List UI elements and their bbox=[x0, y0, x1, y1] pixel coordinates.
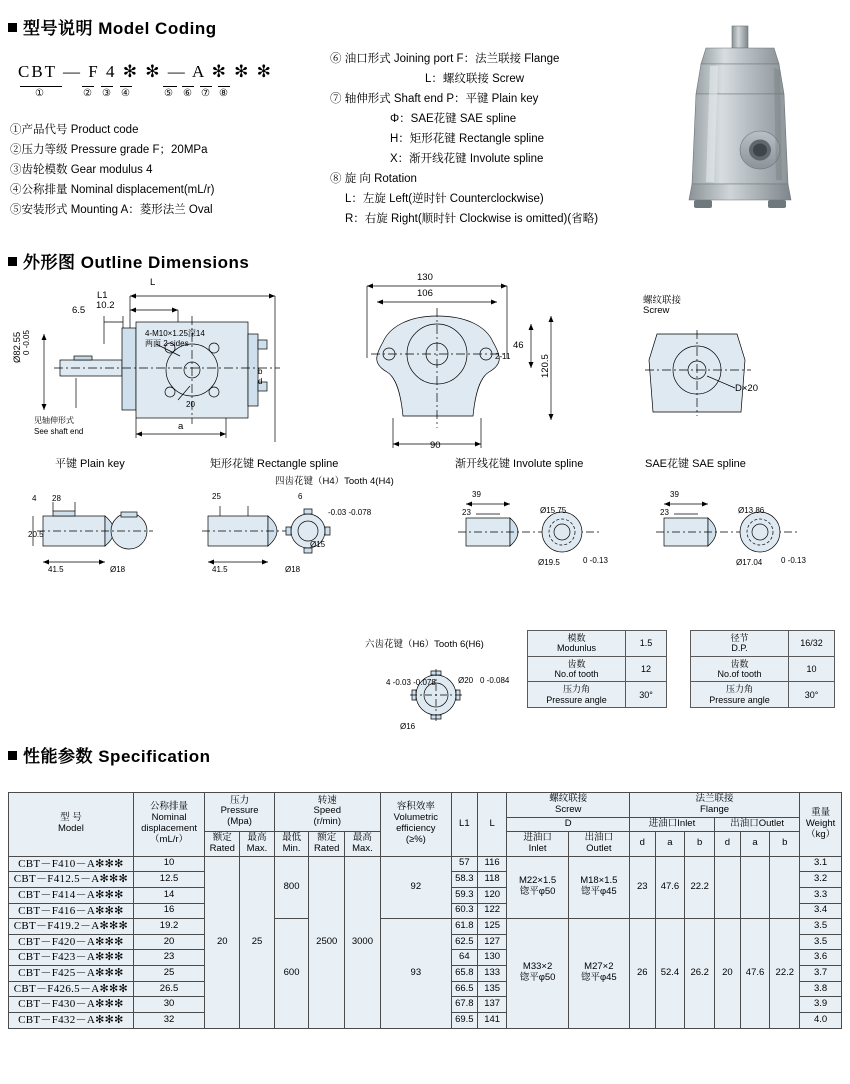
th-max-speed: 最高 Max. bbox=[345, 831, 381, 856]
screw-label-cn: 螺纹联接 bbox=[643, 295, 682, 306]
th-inlet-b: b bbox=[685, 831, 715, 856]
th-flange-inlet: 进油口Inlet bbox=[629, 817, 714, 831]
th-L1: L1 bbox=[451, 793, 477, 857]
cell-speed-max: 3000 bbox=[345, 856, 381, 1028]
cell-displacement: 32 bbox=[133, 1013, 205, 1029]
cell-weight: 3.3 bbox=[800, 887, 842, 903]
cell-screw-outlet-bottom: M27×2 锪平φ45 bbox=[568, 919, 629, 1028]
cell-L1: 57 bbox=[451, 856, 477, 872]
dim-a: a bbox=[178, 421, 184, 432]
code-index-5: ⑤ bbox=[164, 88, 173, 99]
dim-90: 90 bbox=[430, 440, 441, 451]
th-pressure: 压力 Pressure (Mpa) bbox=[205, 793, 274, 832]
bullet-square-icon bbox=[8, 23, 17, 32]
code-underbar bbox=[163, 86, 177, 87]
cell-L: 116 bbox=[477, 856, 507, 872]
cell-L: 122 bbox=[477, 903, 507, 919]
th-rated-speed: 额定 Rated bbox=[309, 831, 345, 856]
bolt-spec: 4-M10×1.25深14 bbox=[145, 329, 205, 338]
cell-outlet-b: 22.2 bbox=[770, 919, 800, 1028]
cell-displacement: 14 bbox=[133, 887, 205, 903]
table-row bbox=[9, 856, 842, 872]
code-underbar bbox=[101, 86, 113, 87]
code-desc-2: ②压力等级 Pressure grade F；20MPa bbox=[10, 144, 208, 156]
cell-L1: 61.8 bbox=[451, 919, 477, 935]
cell-L1: 64 bbox=[451, 950, 477, 966]
code-underbar bbox=[82, 86, 94, 87]
cell-weight: 3.5 bbox=[800, 919, 842, 935]
th-screw-inlet: 进油口 Inlet bbox=[507, 831, 568, 856]
cell-model: CBT－F423－A✻✻✻ bbox=[9, 950, 134, 966]
cell-pressure-rated: 20 bbox=[205, 856, 240, 1028]
cell-inlet-a-top: 47.6 bbox=[655, 856, 685, 919]
th-model: 型 号 Model bbox=[9, 793, 134, 857]
dim-106: 106 bbox=[417, 288, 433, 299]
dp-table bbox=[690, 630, 835, 708]
code-index-6: ⑥ bbox=[183, 88, 192, 99]
code-desc-4: ④公称排量 Nominal displacement(mL/r) bbox=[10, 184, 215, 196]
code-index-3: ③ bbox=[102, 88, 111, 99]
cell-weight: 3.6 bbox=[800, 950, 842, 966]
cell-L1: 59.3 bbox=[451, 887, 477, 903]
shaft-title-plain: 平键 Plain key bbox=[55, 458, 125, 470]
th-inlet-a: a bbox=[655, 831, 685, 856]
inv-dim-d2: Ø19.5 bbox=[538, 558, 560, 567]
pressure-angle-label: 压力角 Pressure angle bbox=[691, 682, 789, 708]
cell-weight: 3.1 bbox=[800, 856, 842, 872]
th-displacement: 公称排量 Nominal displacement （mL/r） bbox=[133, 793, 205, 857]
rect-dim-dia15: Ø15 bbox=[310, 540, 326, 549]
cell-displacement: 19.2 bbox=[133, 919, 205, 935]
code-underbar bbox=[120, 86, 132, 87]
code-desc-7b: Φ：SAE花键 SAE spline bbox=[390, 113, 517, 125]
sae-dim-d2-tol: 0 -0.13 bbox=[781, 556, 806, 565]
cell-weight: 3.9 bbox=[800, 997, 842, 1013]
cell-speed-min-bottom: 600 bbox=[274, 919, 309, 1028]
dim-2-11: 2-11 bbox=[495, 352, 511, 361]
cell-inlet-b-top: 22.2 bbox=[685, 856, 715, 919]
sae-spline-detail bbox=[638, 488, 818, 583]
cell-inlet-d-bottom: 26 bbox=[629, 919, 655, 1028]
table-header-row bbox=[9, 793, 842, 818]
modulus-label: 模数 Modunlus bbox=[528, 631, 626, 657]
table-row bbox=[9, 919, 842, 935]
th-min-speed: 最低 Min. bbox=[274, 831, 309, 856]
cell-pressure-max: 25 bbox=[240, 856, 275, 1028]
cell-model: CBT－F419.2－A✻✻✻ bbox=[9, 919, 134, 935]
modulus-value: 1.5 bbox=[626, 631, 667, 657]
code-underbar bbox=[20, 86, 62, 87]
th-max-pressure: 最高 Max. bbox=[240, 831, 275, 856]
dim-46: 46 bbox=[513, 340, 524, 351]
dim-6-5: 6.5 bbox=[72, 305, 86, 316]
cell-displacement: 26.5 bbox=[133, 981, 205, 997]
th-flange-connection: 法兰联接 Flange bbox=[629, 793, 799, 818]
cell-L1: 60.3 bbox=[451, 903, 477, 919]
bullet-square-icon bbox=[8, 257, 17, 266]
bullet-square-icon bbox=[8, 751, 17, 760]
code-desc-8b: L：左旋 Left(逆时针 Counterclockwise) bbox=[345, 193, 544, 205]
code-index-7: ⑦ bbox=[201, 88, 210, 99]
cell-displacement: 23 bbox=[133, 950, 205, 966]
cell-weight: 4.0 bbox=[800, 1013, 842, 1029]
cell-L1: 58.3 bbox=[451, 872, 477, 888]
code-index-2: ② bbox=[83, 88, 92, 99]
cell-displacement: 16 bbox=[133, 903, 205, 919]
pressure-angle-value: 30° bbox=[789, 682, 835, 708]
table-row bbox=[691, 631, 835, 657]
code-underbar bbox=[200, 86, 212, 87]
cell-model: CBT－F414－A✻✻✻ bbox=[9, 887, 134, 903]
dim-L1: L1 bbox=[97, 290, 108, 301]
cell-model: CBT－F420－A✻✻✻ bbox=[9, 934, 134, 950]
cell-screw-inlet-top: M22×1.5 锪平φ50 bbox=[507, 856, 568, 919]
cell-displacement: 30 bbox=[133, 997, 205, 1013]
code-desc-1: ①产品代号 Product code bbox=[10, 124, 139, 136]
th-screw-connection: 螺纹联接 Screw bbox=[507, 793, 630, 818]
shaft-title-involute: 渐开线花键 Involute spline bbox=[455, 458, 584, 470]
screw-label-en: Screw bbox=[643, 305, 670, 316]
rect-dim-dia18: Ø18 bbox=[285, 565, 301, 574]
cell-L: 135 bbox=[477, 981, 507, 997]
tooth6-d2: Ø16 bbox=[400, 722, 416, 731]
cell-outlet-b-empty bbox=[770, 856, 800, 919]
code-desc-7: ⑦ 轴伸形式 Shaft end P：平键 Plain key bbox=[330, 93, 539, 105]
tooth6-d1: Ø20 bbox=[458, 676, 474, 685]
code-underbar bbox=[218, 86, 230, 87]
sae-dim-d1: Ø13.86 bbox=[738, 506, 765, 515]
pressure-angle-label: 压力角 Pressure angle bbox=[528, 682, 626, 708]
cell-model: CBT－F430－A✻✻✻ bbox=[9, 997, 134, 1013]
th-flange-outlet: 出油口Outlet bbox=[715, 817, 800, 831]
cell-vol-top: 92 bbox=[380, 856, 451, 919]
cell-L: 133 bbox=[477, 966, 507, 982]
th-outlet-d: d bbox=[715, 831, 741, 856]
code-desc-7c: H：矩形花键 Rectangle spline bbox=[390, 133, 545, 145]
rect-dim-41-5: 41.5 bbox=[212, 565, 228, 574]
cell-outlet-d-empty bbox=[715, 856, 741, 919]
inv-dim-d2-tol: 0 -0.13 bbox=[583, 556, 608, 565]
cell-model: CBT－F412.5－A✻✻✻ bbox=[9, 872, 134, 888]
screw-D-label: D×20 bbox=[735, 383, 758, 394]
front-view-drawing bbox=[345, 268, 605, 463]
cell-outlet-d: 20 bbox=[715, 919, 741, 1028]
tooth6-detail bbox=[380, 655, 500, 735]
sae-dim-d2: Ø17.04 bbox=[736, 558, 763, 567]
table-row bbox=[691, 682, 835, 708]
cell-L: 127 bbox=[477, 934, 507, 950]
cell-outlet-a-empty bbox=[740, 856, 770, 919]
code-index-1: ① bbox=[35, 88, 44, 99]
th-weight: 重量 Weight （kg） bbox=[800, 793, 842, 857]
cell-L1: 65.8 bbox=[451, 966, 477, 982]
cell-model: CBT－F410－A✻✻✻ bbox=[9, 856, 134, 872]
cell-L: 125 bbox=[477, 919, 507, 935]
code-index-4: ④ bbox=[121, 88, 130, 99]
tooth-count-label: 齿数 No.of tooth bbox=[528, 656, 626, 682]
cell-vol-bottom: 93 bbox=[380, 919, 451, 1028]
cell-outlet-a: 47.6 bbox=[740, 919, 770, 1028]
screw-connection-drawing bbox=[615, 320, 795, 430]
cell-inlet-b-bottom: 26.2 bbox=[685, 919, 715, 1028]
modulus-table bbox=[527, 630, 667, 708]
th-rated: 额定 Rated bbox=[205, 831, 240, 856]
cell-weight: 3.7 bbox=[800, 966, 842, 982]
involute-spline-detail bbox=[440, 488, 620, 583]
shaft-title-rect: 矩形花键 Rectangle spline bbox=[210, 458, 339, 470]
th-L: L bbox=[477, 793, 507, 857]
sae-dim-23: 23 bbox=[660, 508, 669, 517]
cell-screw-outlet-top: M18×1.5 锪平φ45 bbox=[568, 856, 629, 919]
cell-model: CBT－F416－A✻✻✻ bbox=[9, 903, 134, 919]
section-header-outline: 外形图 Outline Dimensions bbox=[8, 248, 249, 273]
code-desc-8c: R：右旋 Right(顺时针 Clockwise is omitted)(省略) bbox=[345, 213, 599, 225]
cell-speed-min-top: 800 bbox=[274, 856, 309, 919]
dp-label: 径节 D.P. bbox=[691, 631, 789, 657]
cell-displacement: 10 bbox=[133, 856, 205, 872]
inv-dim-39: 39 bbox=[472, 490, 481, 499]
plain-dim-dia18: Ø18 bbox=[110, 565, 126, 574]
th-outlet-b: b bbox=[770, 831, 800, 856]
dim-dia-82-55-tol: 0 -0.05 bbox=[22, 330, 31, 355]
dim-20-angle: 20 bbox=[186, 400, 195, 409]
cell-model: CBT－F432－A✻✻✻ bbox=[9, 1013, 134, 1029]
tooth6-label: 六齿花键（H6）Tooth 6(H6) bbox=[365, 639, 484, 650]
cell-L1: 67.8 bbox=[451, 997, 477, 1013]
code-underbar bbox=[182, 86, 194, 87]
th-inlet-d: d bbox=[629, 831, 655, 856]
cell-weight: 3.8 bbox=[800, 981, 842, 997]
model-code-string: CBT — F 4 ✻ ✻ — A ✻ ✻ ✻ bbox=[18, 62, 273, 81]
plain-dim-4: 4 bbox=[32, 494, 37, 503]
dim-b: b bbox=[258, 367, 263, 376]
dim-120-5: 120.5 bbox=[540, 354, 551, 378]
bolt-spec-2: 两面 2 sides bbox=[145, 339, 189, 348]
dim-dia-82-55: Ø82.55 bbox=[12, 331, 23, 363]
cell-model: CBT－F425－A✻✻✻ bbox=[9, 966, 134, 982]
table-row bbox=[691, 656, 835, 682]
code-desc-8: ⑧ 旋 向 Rotation bbox=[330, 173, 417, 185]
code-desc-7d: X：渐开线花键 Involute spline bbox=[390, 153, 544, 165]
plain-dim-20-5: 20.5 bbox=[28, 530, 44, 539]
table-row bbox=[528, 656, 667, 682]
tooth-count-label: 齿数 No.of tooth bbox=[691, 656, 789, 682]
pump-photo bbox=[648, 24, 844, 224]
specification-table bbox=[8, 792, 842, 1029]
th-screw-D: D bbox=[507, 817, 630, 831]
sae-dim-39: 39 bbox=[670, 490, 679, 499]
code-desc-3: ③齿轮模数 Gear modulus 4 bbox=[10, 164, 153, 176]
see-shaft-end-cn: 见轴伸形式 bbox=[34, 416, 74, 425]
cell-model: CBT－F426.5－A✻✻✻ bbox=[9, 981, 134, 997]
dp-value: 16/32 bbox=[789, 631, 835, 657]
pressure-angle-value: 30° bbox=[626, 682, 667, 708]
code-desc-6: ⑥ 油口形式 Joining port F：法兰联接 Flange bbox=[330, 53, 560, 65]
code-index-8: ⑧ bbox=[219, 88, 228, 99]
inv-dim-23: 23 bbox=[462, 508, 471, 517]
dim-10-2: 10.2 bbox=[96, 300, 115, 311]
cell-L1: 69.5 bbox=[451, 1013, 477, 1029]
th-outlet-a: a bbox=[740, 831, 770, 856]
cell-inlet-d-top: 23 bbox=[629, 856, 655, 919]
tooth6-tol: 4 -0.03 -0.078 bbox=[386, 678, 436, 687]
plain-dim-28: 28 bbox=[52, 494, 61, 503]
dim-L: L bbox=[150, 277, 156, 288]
cell-weight: 3.4 bbox=[800, 903, 842, 919]
section-header-model-coding: 型号说明 Model Coding bbox=[8, 14, 217, 39]
plain-dim-41-5: 41.5 bbox=[48, 565, 64, 574]
cell-L1: 62.5 bbox=[451, 934, 477, 950]
tooth4-label: 四齿花键（H4）Tooth 4(H4) bbox=[275, 476, 394, 487]
cell-speed-rated: 2500 bbox=[309, 856, 345, 1028]
cell-screw-inlet-bottom: M33×2 锪平φ50 bbox=[507, 919, 568, 1028]
table-row bbox=[528, 631, 667, 657]
rect-dim-6: 6 bbox=[298, 492, 303, 501]
cell-displacement: 20 bbox=[133, 934, 205, 950]
th-volumetric-efficiency: 容积效率 Volumetric efficiency (≥%) bbox=[380, 793, 451, 857]
dim-d: d bbox=[258, 377, 263, 386]
rect-tol: -0.03 -0.078 bbox=[328, 508, 372, 517]
cell-L: 137 bbox=[477, 997, 507, 1013]
cell-L: 118 bbox=[477, 872, 507, 888]
cell-weight: 3.5 bbox=[800, 934, 842, 950]
tooth-count-value: 10 bbox=[789, 656, 835, 682]
rect-dim-25: 25 bbox=[212, 492, 221, 501]
tooth-count-value: 12 bbox=[626, 656, 667, 682]
code-desc-6b: L：螺纹联接 Screw bbox=[425, 73, 525, 85]
section-header-spec: 性能参数 Specification bbox=[8, 742, 211, 767]
cell-inlet-a-bottom: 52.4 bbox=[655, 919, 685, 1028]
cell-L: 120 bbox=[477, 887, 507, 903]
table-row bbox=[528, 682, 667, 708]
tooth6-d1-tol: 0 -0.084 bbox=[480, 676, 510, 685]
cell-weight: 3.2 bbox=[800, 872, 842, 888]
th-speed: 转速 Speed (r/min) bbox=[274, 793, 380, 832]
cell-L: 141 bbox=[477, 1013, 507, 1029]
cell-displacement: 25 bbox=[133, 966, 205, 982]
shaft-title-sae: SAE花键 SAE spline bbox=[645, 458, 746, 470]
th-screw-outlet: 出油口 Outlet bbox=[568, 831, 629, 856]
dim-130: 130 bbox=[417, 272, 433, 283]
cell-displacement: 12.5 bbox=[133, 872, 205, 888]
cell-L1: 66.5 bbox=[451, 981, 477, 997]
plain-key-detail bbox=[25, 488, 165, 583]
cell-L: 130 bbox=[477, 950, 507, 966]
inv-dim-d1: Ø15.75 bbox=[540, 506, 567, 515]
code-desc-5: ⑤安装形式 Mounting A：菱形法兰 Oval bbox=[10, 204, 213, 216]
see-shaft-end-en: See shaft end bbox=[34, 427, 84, 436]
